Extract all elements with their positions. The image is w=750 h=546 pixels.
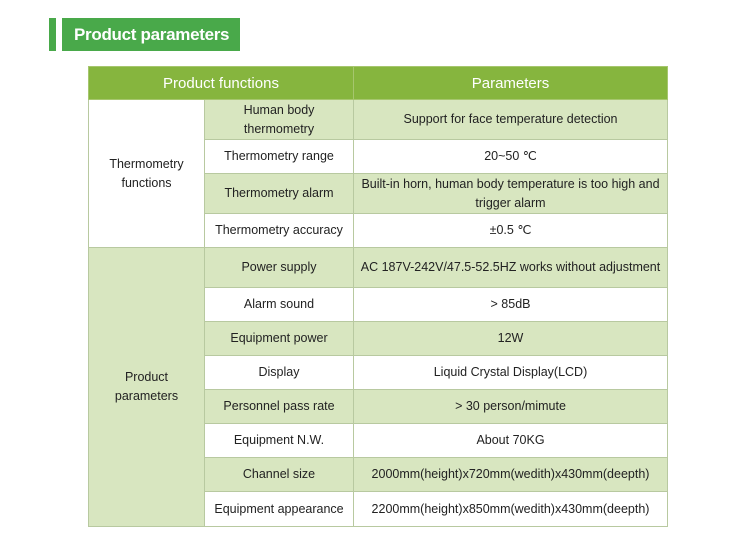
row-item: Thermometry accuracy <box>205 214 354 248</box>
row-value: AC 187V-242V/47.5-52.5HZ works without adjustment <box>354 248 668 288</box>
row-value: > 85dB <box>354 288 668 322</box>
header-parameters: Parameters <box>354 67 668 100</box>
row-value: > 30 person/mimute <box>354 390 668 424</box>
row-item: Equipment N.W. <box>205 424 354 458</box>
table-row <box>89 248 668 288</box>
row-item: Personnel pass rate <box>205 390 354 424</box>
row-value: 20~50 ℃ <box>354 140 668 174</box>
row-item: Alarm sound <box>205 288 354 322</box>
group-label-product-parameters: Product parameters <box>89 248 205 527</box>
row-value: ±0.5 ℃ <box>354 214 668 248</box>
row-item: Equipment appearance <box>205 492 354 527</box>
row-value: About 70KG <box>354 424 668 458</box>
row-item: Human body thermometry <box>205 100 354 140</box>
row-item: Power supply <box>205 248 354 288</box>
row-item: Equipment power <box>205 322 354 356</box>
table-header-row <box>89 67 668 100</box>
row-item: Display <box>205 356 354 390</box>
row-item: Thermometry alarm <box>205 174 354 214</box>
row-value: 12W <box>354 322 668 356</box>
banner-accent-bar <box>49 18 56 51</box>
section-title: Product parameters <box>62 18 240 51</box>
row-item: Channel size <box>205 458 354 492</box>
table-row <box>89 100 668 140</box>
row-value: Support for face temperature detection <box>354 100 668 140</box>
group-label-thermometry: Thermometry functions <box>89 100 205 248</box>
row-value: Built-in horn, human body temperature is too high and trigger alarm <box>354 174 668 214</box>
product-parameters-table <box>88 66 668 527</box>
section-banner <box>49 18 240 51</box>
row-value: 2200mm(height)x850mm(wedith)x430mm(deepth) <box>354 492 668 527</box>
row-item: Thermometry range <box>205 140 354 174</box>
row-value: Liquid Crystal Display(LCD) <box>354 356 668 390</box>
header-product-functions: Product functions <box>89 67 354 100</box>
row-value: 2000mm(height)x720mm(wedith)x430mm(deepth) <box>354 458 668 492</box>
